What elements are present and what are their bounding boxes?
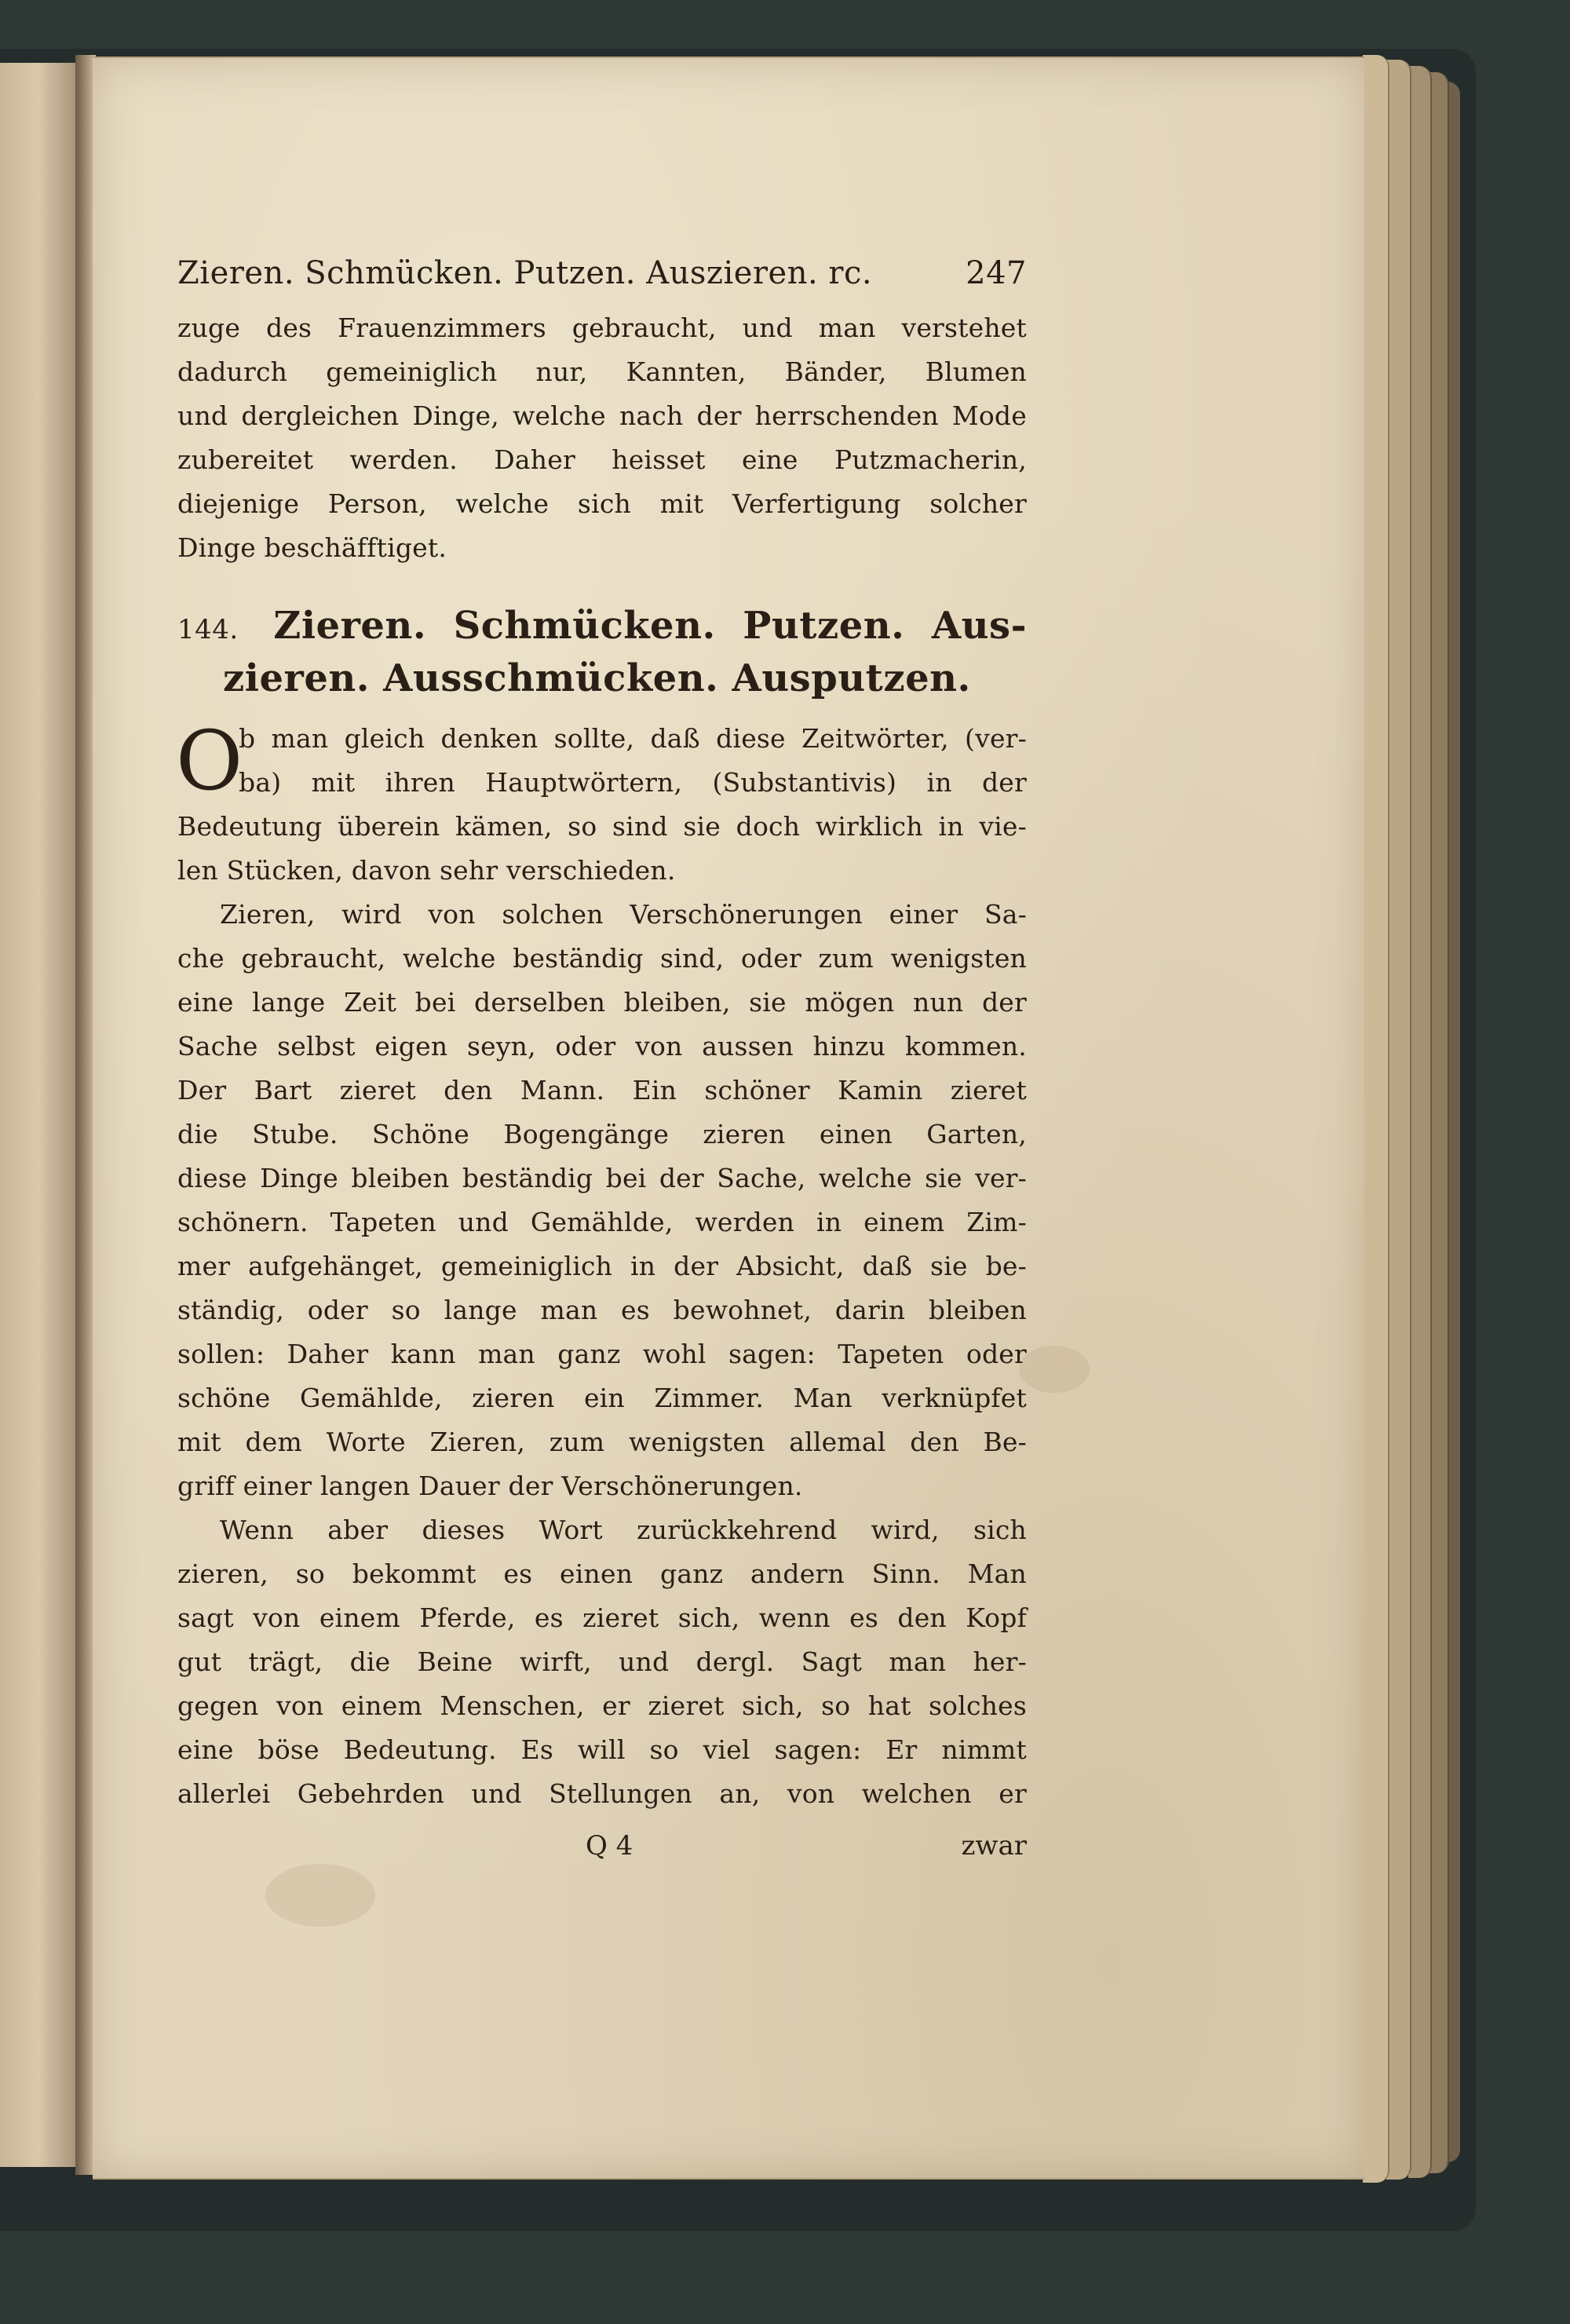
text-line: dadurch gemeiniglich nur, Kannten, Bänder, Blumen: [177, 356, 1027, 387]
paper-stain: [1019, 1346, 1090, 1393]
text-line: mer aufgehänget, gemeiniglich in der Absicht, daß sie be-: [177, 1251, 1027, 1281]
text-line: Dinge beschäfftiget.: [177, 532, 447, 563]
paragraph-sich-zieren: [177, 1508, 1027, 1816]
text-line: b man gleich denken sollte, daß diese Zeitwörter, (ver-: [239, 723, 1027, 754]
page-number: 247: [966, 255, 1027, 291]
text-line: sollen: Daher kann man ganz wohl sagen: Tapeten oder: [177, 1339, 1027, 1369]
text-line: die Stube. Schöne Bogengänge zieren einen Garten,: [177, 1119, 1027, 1149]
section-title-part: Zieren. Schmücken. Putzen. Aus-: [273, 604, 1027, 648]
page-text: [177, 251, 1027, 1869]
text-line: zubereitet werden. Daher heisset eine Putzmacherin,: [177, 444, 1027, 475]
text-line: griff einer langen Dauer der Verschönerungen.: [177, 1471, 803, 1501]
text-line: diejenige Person, welche sich mit Verfertigung solcher: [177, 488, 1027, 519]
text-line: gut trägt, die Beine wirft, und dergl. Sagt man her-: [177, 1646, 1027, 1677]
text-line: schöne Gemählde, zieren ein Zimmer. Man verknüpfet: [177, 1383, 1027, 1413]
text-line: zuge des Frauenzimmers gebraucht, und man verstehet: [177, 312, 1027, 343]
text-line: eine böse Bedeutung. Es will so viel sagen: Er nimmt: [177, 1734, 1027, 1765]
running-head-title: Zieren. Schmücken. Putzen. Auszieren. rc.: [177, 255, 873, 291]
text-line: Wenn aber dieses Wort zurückkehrend wird, sich: [220, 1515, 1027, 1545]
catchword: zwar: [961, 1830, 1027, 1862]
text-line: che gebraucht, welche beständig sind, oder zum wenigsten: [177, 943, 1027, 974]
text-line: mit dem Worte Zieren, zum wenigsten allemal den Be-: [177, 1427, 1027, 1457]
intro-paragraph: [177, 306, 1027, 570]
paragraph-zieren: [177, 893, 1027, 1508]
text-line: eine lange Zeit bei derselben bleiben, sie mögen nun der: [177, 987, 1027, 1018]
text-line: ständig, oder so lange man es bewohnet, darin bleiben: [177, 1295, 1027, 1325]
text-line: und dergleichen Dinge, welche nach der herrschenden Mode: [177, 400, 1027, 431]
text-line: diese Dinge bleiben beständig bei der Sache, welche sie ver-: [177, 1163, 1027, 1193]
text-line: sagt von einem Pferde, es zieret sich, wenn es den Kopf: [177, 1602, 1027, 1633]
text-line: Sache selbst eigen seyn, oder von aussen hinzu kommen.: [177, 1031, 1027, 1062]
paper-stain: [265, 1864, 375, 1927]
opening-paragraph: [176, 713, 1027, 893]
drop-cap: O: [176, 713, 243, 809]
section-number: 144.: [177, 614, 239, 645]
text-line: Zieren, wird von solchen Verschönerungen einer Sa-: [220, 899, 1027, 930]
section-heading-line: zieren. Ausschmücken. Ausputzen.: [223, 656, 971, 700]
page-edge: [1363, 55, 1389, 2183]
left-page-edge: [0, 63, 78, 2167]
section-heading-line: [177, 601, 1027, 654]
text-line: schönern. Tapeten und Gemählde, werden in einem Zim-: [177, 1207, 1027, 1237]
text-line: zieren, so bekommt es einen ganz andern Sinn. Man: [177, 1558, 1027, 1589]
running-head: [177, 251, 1027, 295]
text-line: Der Bart zieret den Mann. Ein schöner Kamin zieret: [177, 1075, 1027, 1105]
page-footer: [177, 1822, 1027, 1869]
text-line: allerlei Gebehrden und Stellungen an, von welchen er: [177, 1778, 1027, 1809]
page-edge: [1408, 66, 1432, 2178]
text-line: Bedeutung überein kämen, so sind sie doch wirklich in vie-: [177, 811, 1027, 842]
section-heading: [177, 601, 1027, 703]
page-edge: [1386, 60, 1411, 2180]
text-line: len Stücken, davon sehr verschieden.: [177, 855, 676, 886]
text-line: gegen von einem Menschen, er zieret sich, so hat solches: [177, 1690, 1027, 1721]
text-line: ba) mit ihren Hauptwörtern, (Substantivis) in der: [239, 767, 1027, 798]
signature-mark: Q 4: [586, 1830, 633, 1862]
